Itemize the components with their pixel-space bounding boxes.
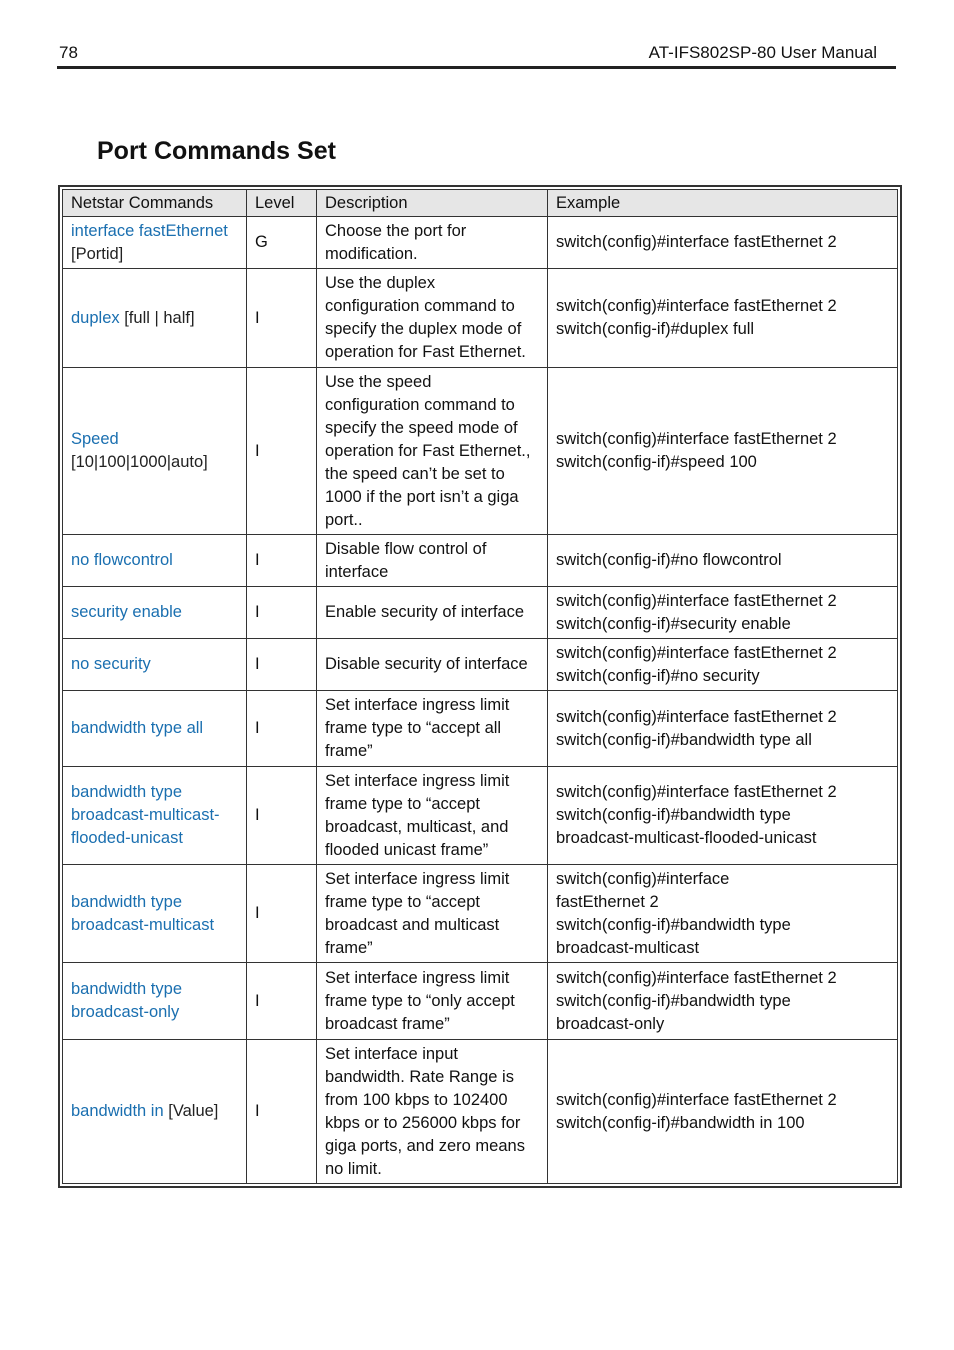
description-line: no limit. [325,1159,382,1178]
example-cell [548,691,898,767]
example-line: switch(config-if)#no flowcontrol [556,551,782,569]
description-cell [317,639,548,691]
description-line: Set interface ingress limit [325,968,510,987]
example-line: broadcast-multicast-flooded-unicast [556,829,817,847]
description-line: 1000 if the port isn’t a giga [325,487,519,506]
description-cell [317,865,548,963]
example-line: switch(config)#interface fastEthernet 2 [556,968,837,987]
description-cell [317,691,548,767]
example-line: switch(config-if)#bandwidth type [556,915,791,934]
example-line: switch(config-if)#security enable [556,614,791,633]
level-cell: I [247,1040,317,1184]
command-cell [63,691,247,767]
level-cell: I [247,865,317,963]
example-line: switch(config-if)#bandwidth type all [556,730,812,749]
description-line: the speed can’t be set to [325,464,505,483]
example-cell [548,865,898,963]
description-line: Enable security of interface [325,603,525,621]
description-cell [317,217,548,269]
command-name: duplex [71,308,120,327]
command-name: bandwidth type [71,892,182,911]
example-line: switch(config-if)#bandwidth type [556,806,791,824]
description-line: specify the duplex mode of [325,320,522,338]
description-line: kbps or to 256000 kbps for [325,1113,521,1132]
example-line: switch(config)#interface fastEthernet 2 [556,783,837,801]
example-cell [548,1040,898,1184]
description-line: configuration command to [325,395,515,414]
table-row [63,963,898,1040]
command-cell [63,269,247,368]
level-cell: I [247,691,317,767]
table-row [63,767,898,865]
description-line: Set interface ingress limit [325,771,510,790]
table-row [63,217,898,269]
example-cell [548,535,898,587]
example-line: switch(config-if)#speed 100 [556,453,757,471]
description-line: Set interface ingress limit [325,869,510,888]
description-cell [317,587,548,639]
description-line: Disable flow control of [325,539,487,558]
command-cell [63,767,247,865]
level-cell: G [247,217,317,269]
command-cell [63,865,247,963]
example-line: fastEthernet 2 [556,892,659,911]
table-row [63,535,898,587]
description-line: specify the speed mode of [325,418,518,437]
example-line: switch(config-if)#bandwidth in 100 [556,1113,805,1132]
column-header-description: Description [317,190,548,217]
command-name: broadcast-multicast- [71,806,220,824]
example-line: switch(config-if)#bandwidth type [556,991,791,1010]
command-name: bandwidth in [71,1102,164,1120]
description-cell [317,368,548,535]
example-line: switch(config)#interface fastEthernet 2 [556,643,837,662]
command-name: bandwidth type all [71,719,204,737]
description-cell [317,963,548,1040]
command-name: no flowcontrol [71,551,173,569]
example-cell [548,217,898,269]
description-line: broadcast, multicast, and [325,817,509,836]
example-line: switch(config-if)#no security [556,666,760,685]
description-cell [317,767,548,865]
page-number: 78 [59,43,78,62]
command-name: flooded-unicast [71,829,183,847]
description-line: configuration command to [325,297,515,315]
table-row [63,865,898,963]
example-cell [548,639,898,691]
description-line: Disable security of interface [325,655,528,673]
table-row [63,587,898,639]
description-line: operation for Fast Ethernet., [325,441,531,460]
command-name: bandwidth type [71,783,182,801]
description-line: broadcast and multicast [325,915,500,934]
command-cell [63,368,247,535]
description-line: frame” [325,742,373,760]
example-line: switch(config)#interface fastEthernet 2 [556,707,837,726]
command-parameter: [full | half] [124,308,195,327]
example-line: switch(config)#interface fastEthernet 2 [556,1090,837,1109]
example-line: switch(config)#interface [556,869,730,888]
table-row [63,368,898,535]
command-cell [63,217,247,269]
column-header-example: Example [548,190,898,217]
commands-table-frame [58,185,902,1188]
description-line: operation for Fast Ethernet. [325,343,526,361]
column-header-commands: Netstar Commands [63,190,247,217]
description-line: flooded unicast frame” [325,840,489,859]
example-cell [548,963,898,1040]
description-line: bandwidth. Rate Range is [325,1067,514,1086]
command-name: no security [71,655,151,673]
description-line: Choose the port for [325,221,467,240]
table-row [63,1040,898,1184]
level-cell: I [247,639,317,691]
example-line: broadcast-multicast [556,938,700,957]
description-line: port.. [325,510,363,529]
description-line: frame type to “accept all [325,719,502,737]
example-line: switch(config)#interface fastEthernet 2 [556,591,837,610]
command-cell [63,535,247,587]
commands-table [62,189,898,1184]
example-cell [548,767,898,865]
example-line: switch(config)#interface fastEthernet 2 [556,233,837,251]
command-cell [63,639,247,691]
manual-title: AT-IFS802SP-80 User Manual [648,43,877,62]
command-name: broadcast-only [71,1003,180,1021]
level-cell: I [247,587,317,639]
level-cell: I [247,963,317,1040]
description-line: giga ports, and zero means [325,1136,525,1155]
example-line: switch(config)#interface fastEthernet 2 [556,430,837,448]
example-cell [548,587,898,639]
description-cell [317,535,548,587]
description-line: modification. [325,244,418,263]
command-cell [63,963,247,1040]
column-header-level: Level [247,190,317,217]
level-cell: I [247,767,317,865]
description-line: broadcast frame” [325,1014,450,1033]
description-line: Set interface ingress limit [325,696,510,714]
header-rule [57,66,896,69]
command-name: Speed [71,430,119,448]
command-parameter: [Value] [168,1102,219,1120]
level-cell: I [247,269,317,368]
description-line: Use the speed [325,372,432,391]
command-name: bandwidth type [71,980,182,998]
table-row [63,639,898,691]
example-cell [548,269,898,368]
command-name: broadcast-multicast [71,915,215,934]
command-cell [63,587,247,639]
example-line: switch(config)#interface fastEthernet 2 [556,297,837,315]
table-row [63,269,898,368]
description-line: frame type to “accept [325,892,480,911]
description-cell [317,269,548,368]
level-cell: I [247,368,317,535]
table-header-row [63,190,898,217]
description-line: interface [325,562,389,581]
command-parameter: [Portid] [71,244,124,263]
description-cell [317,1040,548,1184]
example-line: broadcast-only [556,1014,665,1033]
command-name: interface fastEthernet [71,221,228,240]
command-parameter: [10|100|1000|auto] [71,453,208,471]
description-line: frame” [325,938,373,957]
command-name: security enable [71,603,182,621]
level-cell: I [247,535,317,587]
section-title: Port Commands Set [97,137,336,165]
description-line: frame type to “only accept [325,991,515,1010]
description-line: Use the duplex [325,274,436,292]
description-line: frame type to “accept [325,794,480,813]
command-cell [63,1040,247,1184]
table-row [63,691,898,767]
example-line: switch(config-if)#duplex full [556,320,755,338]
example-cell [548,368,898,535]
description-line: from 100 kbps to 102400 [325,1090,508,1109]
description-line: Set interface input [325,1044,458,1063]
